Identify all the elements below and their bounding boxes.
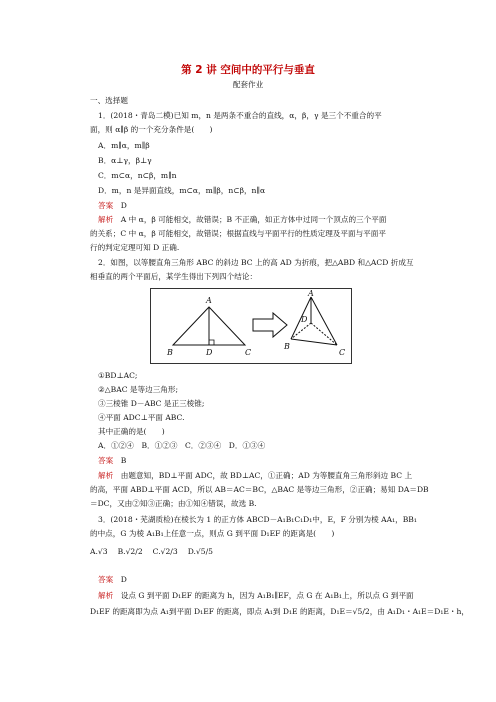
page-title: 第 2 讲 空间中的平行与垂直 [181,64,315,76]
q3-stem-line2: 的中点，G 为棱 A₁B₁上任意一点，则点 G 到平面 D₁EF 的距离是( ) [90,529,335,538]
q3-option-d: D.√5/5 [187,547,213,556]
q3-analysis-line2: D₁EF 的距离即为点 A₁到平面 D₁EF 的距离，即点 A₁到 D₁E 的距离，D₁E＝√5/2，由 A₁D₁・A₁E＝D₁E・h， [90,607,469,616]
q3-analysis-line1 [98,590,422,601]
q2-ask: 其中正确的是( ) [98,427,165,436]
q3-stem-line1: 3．(2018・芜湖质检)在棱长为 1 的正方体 ABCD－A₁B₁C₁D₁中，E，F 分别为棱 AA₁，BB₁ [98,515,417,524]
analysis-label: 解析 [98,471,114,480]
q1-option-a: A．m∥α，m∥β [98,141,150,150]
analysis-text: 由题意知，BD⊥平面 ADC，故 BD⊥AC，①正确；AD 为等腰直角三角形斜边 BC 上 [120,471,413,480]
q1-option-d: D．m，n 是异面直线，m⊂α，m∥β，n⊂β，n∥α [98,186,266,195]
edge-ac [311,297,337,345]
answer-value: D [120,575,127,584]
q2-stem-line1: 2．如图，以等腰直角三角形 ABC 的斜边 BC 上的高 AD 为折痕，把△ABD 和△ACD 折成互 [98,258,414,267]
analysis-label: 解析 [98,215,114,224]
q2-conclusion-1: ①BD⊥AC; [98,371,138,380]
answer-value: D [120,201,127,210]
right-label-b: B [284,342,290,351]
folding-figure [150,288,352,364]
q3-option-c: C.√2/3 [152,547,178,556]
left-label-a: A [206,296,212,305]
q2-analysis-line3: ＝DC，又由②知③正确；由①知④错误，故选 B. [90,499,257,508]
answer-label: 答案 [98,201,114,210]
right-label-d: D [301,315,308,324]
q1-stem-line1: 1．(2018・青岛二模)已知 m，n 是两条不重合的直线，α，β，γ 是三个不重合的平 [98,111,382,120]
q1-analysis-line1 [98,214,422,225]
q1-analysis-line3: 行的判定定理可知 D 正确. [90,243,180,252]
fold-arrow-icon [253,313,287,337]
q3-option-a: A.√3 [90,547,108,556]
right-label-c: C [339,348,346,357]
q3-options [90,546,422,557]
answer-label: 答案 [98,456,114,465]
left-label-b: B [167,348,173,357]
answer-label: 答案 [98,575,114,584]
folding-diagram [151,289,351,363]
q1-option-c: C．m⊂α，n⊂β，m∥n [98,171,177,180]
edge-bc [291,339,337,345]
q3-option-b: B.√2/2 [117,547,143,556]
edge-db [291,323,311,339]
page-subtitle: 配套作业 [232,80,264,89]
section-heading: 一、选择题 [90,96,128,105]
q2-answer [98,455,422,466]
q2-conclusion-2: ②△BAC 是等边三角形; [98,385,179,394]
left-label-d: D [206,348,213,357]
left-label-c: C [245,348,252,357]
q2-options: A．①②④ B．①②③ C．②③④ D．①③④ [98,441,266,450]
q2-analysis-line1 [98,470,422,481]
q1-analysis-line2: 的关系；C 中 α，β 可能相交，故错误；根据直线与平面平行的性质定理及平面与平面平 [90,229,386,238]
analysis-text: 设点 G 到平面 D₁EF 的距离为 h，因为 A₁B₁∥EF，点 G 在 A₁B₁上，所以点 G 到平面 [120,591,414,600]
analysis-text: A 中 α，β 可能相交，故错误；B 不正确，如正方体中过同一个顶点的三个平面 [120,215,387,224]
q2-stem-line2: 相垂直的两个平面后，某学生得出下列四个结论： [90,272,258,281]
answer-value: B [120,456,127,465]
q1-stem-line2: 面，则 α∥β 的一个充分条件是( ) [90,125,213,134]
analysis-label: 解析 [98,591,114,600]
q2-analysis-line2: 的高，平面 ABD⊥平面 ACD，所以 AB＝AC＝BC，△BAC 是等边三角形，②正确；易知 DA＝DB [90,485,429,494]
q2-conclusion-4: ④平面 ADC⊥平面 ABC. [98,413,185,422]
q2-conclusion-3: ③三棱锥 D－ABC 是正三棱锥; [98,399,205,408]
right-angle-mark [209,340,214,345]
right-label-a: A [308,289,314,298]
q3-answer [98,574,422,585]
q1-option-b: B．α⊥γ，β⊥γ [98,156,152,165]
q1-answer [98,200,422,211]
